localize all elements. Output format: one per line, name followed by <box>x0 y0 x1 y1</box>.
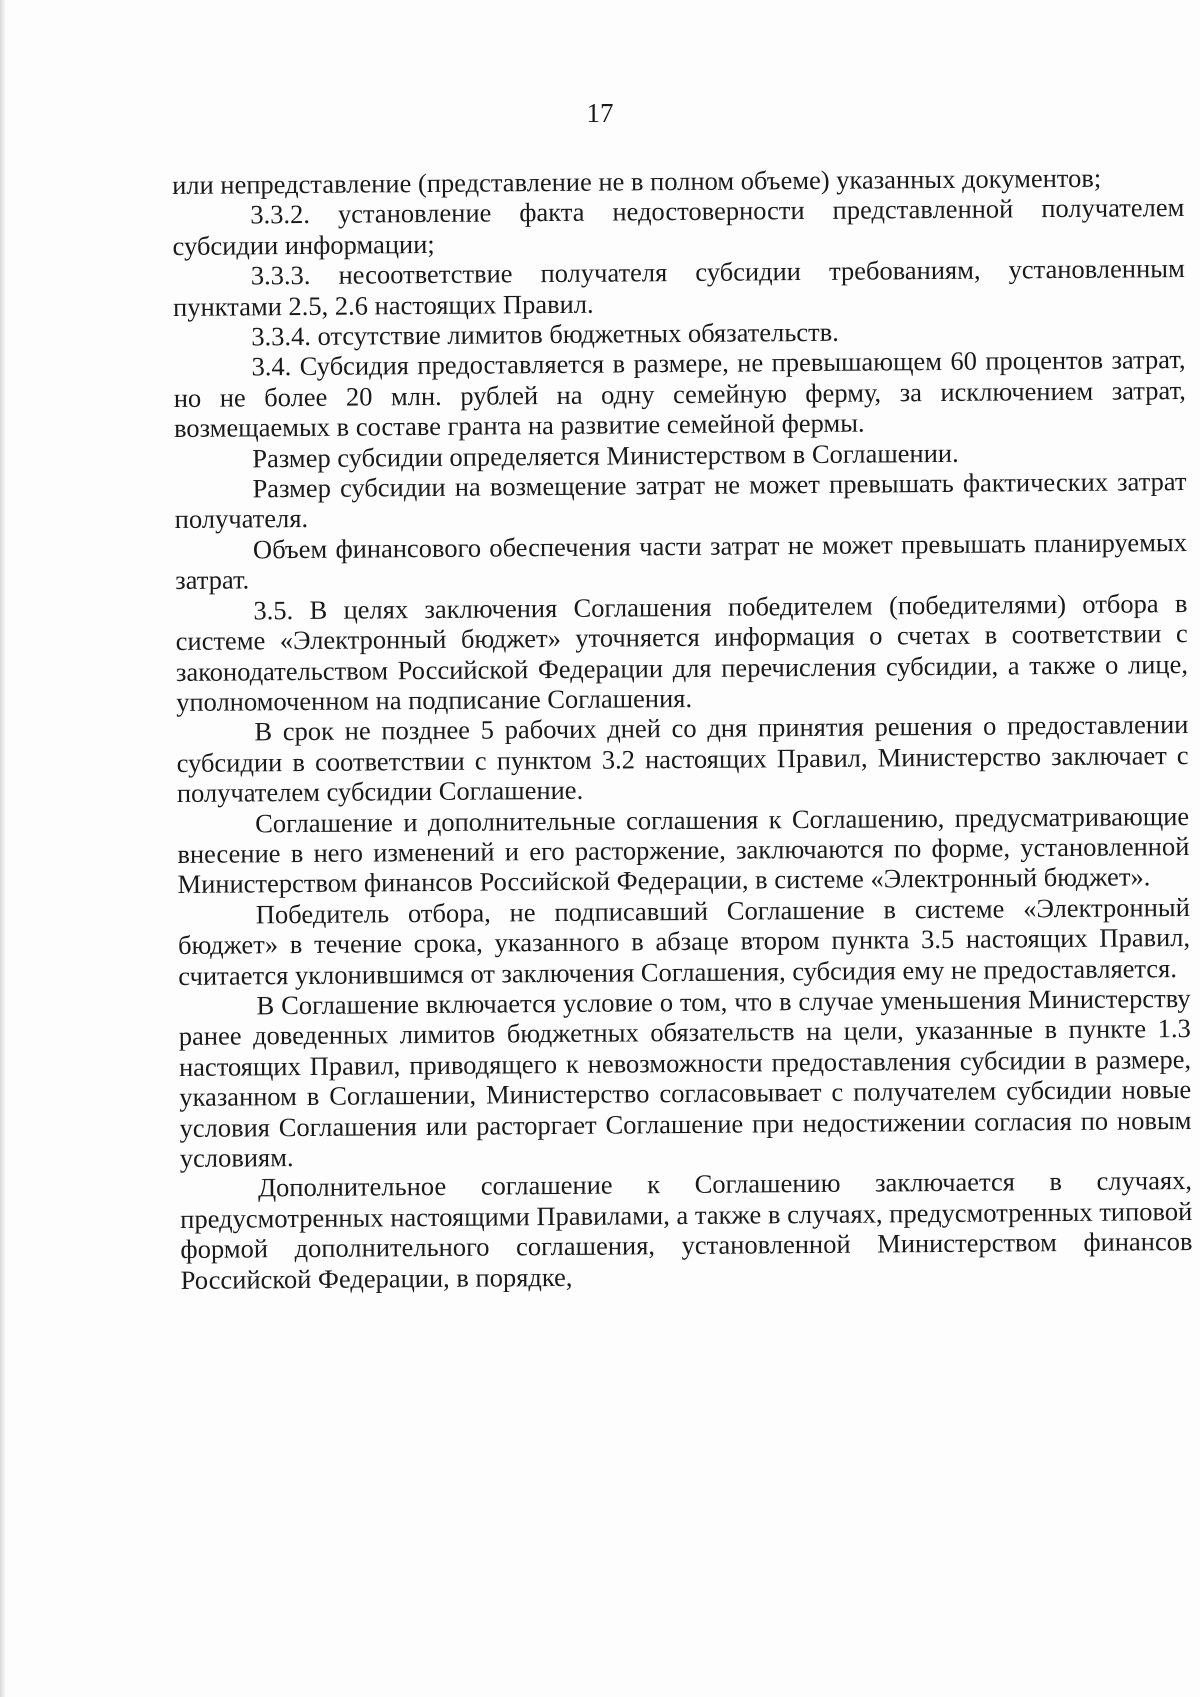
page-number: 17 <box>586 98 614 128</box>
paragraph-7: Размер субсидии на возмещение затрат не может превышать фактических затрат получателя. <box>174 466 1187 535</box>
paragraph-14: Дополнительное соглашение к Соглашению заключается в случаях, предусмотренных настоящими Правилами, а также в случаях, предусмотренных типовой формой дополнительного соглашения, установленной Министерством финансов Российской Федерации, в порядке, <box>180 1165 1193 1295</box>
paragraph-6: Размер субсидии определяется Министерством в Соглашении. <box>252 437 959 474</box>
paragraph-11: Соглашение и дополнительные соглашения к Соглашению, предусматривающие внесение в него изменений и его расторжение, заключаются по форме, установленной Министерством финансов Российской Федерации, в системе «Электронный бюджет». <box>177 800 1190 900</box>
paragraph-13: В Соглашение включается условие о том, что в случае уменьшения Министерству ранее доведенных лимитов бюджетных обязательств на цели, указанные в пункте 1.3 настоящих Правил, приводящего к невозможности предоставления субсидии в размере, указанном в Соглашении, Министерство согласовывает с получателем субсидии новые условия Соглашения или расторгает Соглашение при недостижении согласия по новым условиям. <box>178 982 1192 1173</box>
paragraph-10: В срок не позднее 5 рабочих дней со дня принятия решения о предоставлении субсидии в соответствии с пунктом 3.2 настоящих Правил, Министерство заключает с получателем субсидии Соглашение. <box>176 709 1189 809</box>
paragraph-12: Победитель отбора, не подписавший Соглашение в системе «Электронный бюджет» в течение срока, указанного в абзаце втором пункта 3.5 настоящих Правил, считается уклонившимся от заключения Соглашения, субсидия ему не предоставляется. <box>177 891 1191 991</box>
paragraph-8: Объем финансового обеспечения части затрат не может превышать планируемых затрат. <box>175 526 1188 596</box>
paragraph-3: 3.3.3. несоответствие получателя субсидии требованиям, установленным пунктами 2.5, 2.6 настоящих Правил. <box>172 253 1185 322</box>
paragraph-9: 3.5. В целях заключения Соглашения победителем (победителями) отбора в системе «Электронный бюджет» уточняется информация о счетах в соответствии с законодательством Российской Федерации для перечисления субсидии, а также о лице, уполномоченном на подписание Соглашения. <box>175 587 1189 717</box>
paragraph-5: 3.4. Субсидия предоставляется в размере, не превышающем 60 процентов затрат, но не более 20 млн. рублей на одну семейную ферму, за исключением затрат, возмещаемых в составе гранта на развитие семейной фермы. <box>173 344 1186 444</box>
paragraph-4: 3.3.4. отсутствие лимитов бюджетных обязательств. <box>251 316 839 352</box>
document-body <box>172 162 1193 1295</box>
paragraph-1: или непредставление (представление не в полном объеме) указанных документов; <box>172 162 1102 200</box>
scan-edge-shadow <box>0 0 6 1697</box>
paragraph-2: 3.3.2. установление факта недостоверности представленной получателем субсидии информации; <box>172 192 1185 261</box>
